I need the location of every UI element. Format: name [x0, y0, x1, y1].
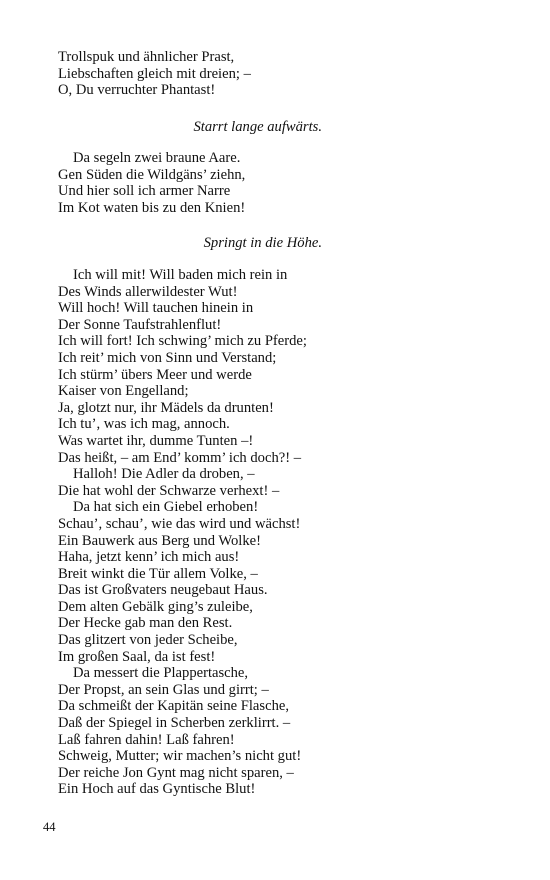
verse-line: Der Propst, an sein Glas und girrt; –: [58, 681, 269, 698]
verse-line: Ein Bauwerk aus Berg und Wolke!: [58, 532, 261, 549]
verse-line: Das heißt, – am End’ komm’ ich doch?! –: [58, 449, 302, 466]
verse-line: Das ist Großvaters neugebaut Haus.: [58, 582, 268, 599]
verse-line: Im großen Saal, da ist fest!: [58, 648, 216, 665]
verse-line: Dem alten Gebälk ging’s zuleibe,: [58, 598, 253, 615]
verse-line: Trollspuk und ähnlicher Prast,: [58, 49, 235, 65]
verse-line: Haha, jetzt kenn’ ich mich aus!: [58, 549, 240, 566]
verse-line: Die hat wohl der Schwarze verhext! –: [58, 482, 280, 499]
verse-line: Ja, glotzt nur, ihr Mädels da drunten!: [58, 399, 274, 416]
verse-line: Das glitzert von jeder Scheibe,: [58, 632, 238, 649]
verse-line: Des Winds allerwildester Wut!: [58, 283, 238, 300]
verse-line: Liebschaften gleich mit dreien; –: [58, 65, 251, 82]
verse-stanza-2: [58, 150, 358, 216]
verse-line: Halloh! Die Adler da droben, –: [73, 466, 255, 483]
verse-stanza-1: [58, 49, 358, 99]
verse-line: Der Sonne Taufstrahlenflut!: [58, 316, 222, 333]
verse-line: Der Hecke gab man den Rest.: [58, 615, 233, 632]
verse-line: Gen Süden die Wildgäns’ ziehn,: [58, 166, 246, 183]
verse-line: Ich reit’ mich von Sinn und Verstand;: [58, 349, 277, 366]
stage-direction-1: Starrt lange aufwärts.: [193, 119, 322, 135]
verse-line: Der reiche Jon Gynt mag nicht sparen, –: [58, 764, 294, 781]
verse-line: Will hoch! Will tauchen hinein in: [58, 300, 254, 317]
verse-line: Da schmeißt der Kapitän seine Flasche,: [58, 698, 289, 715]
verse-line: Laß fahren dahin! Laß fahren!: [58, 731, 235, 748]
verse-line: Ich stürm’ übers Meer und werde: [58, 366, 252, 383]
verse-line: Schau’, schau’, wie das wird und wächst!: [58, 515, 301, 532]
verse-line: Ein Hoch auf das Gyntische Blut!: [58, 781, 256, 798]
verse-stanza-3: [58, 267, 358, 798]
verse-line: Da segeln zwei braune Aare.: [73, 150, 241, 166]
page-number: 44: [43, 820, 56, 834]
verse-line: Breit winkt die Tür allem Volke, –: [58, 565, 258, 582]
verse-line: Schweig, Mutter; wir machen’s nicht gut!: [58, 748, 302, 765]
stage-direction-2: Springt in die Höhe.: [203, 235, 322, 251]
verse-line: Da hat sich ein Giebel erhoben!: [73, 499, 259, 516]
verse-line: Da messert die Plappertasche,: [73, 665, 249, 682]
verse-line: Im Kot waten bis zu den Knien!: [58, 199, 246, 216]
verse-line: Daß der Spiegel in Scherben zerklirrt. –: [58, 715, 291, 732]
verse-line: Und hier soll ich armer Narre: [58, 183, 231, 200]
verse-line: O, Du verruchter Phantast!: [58, 82, 216, 99]
verse-line: Ich will mit! Will baden mich rein in: [73, 267, 288, 283]
verse-line: Ich will fort! Ich schwing’ mich zu Pferde;: [58, 333, 307, 350]
verse-line: Was wartet ihr, dumme Tunten –!: [58, 432, 254, 449]
verse-line: Kaiser von Engelland;: [58, 383, 189, 400]
verse-line: Ich tu’, was ich mag, annoch.: [58, 416, 230, 433]
